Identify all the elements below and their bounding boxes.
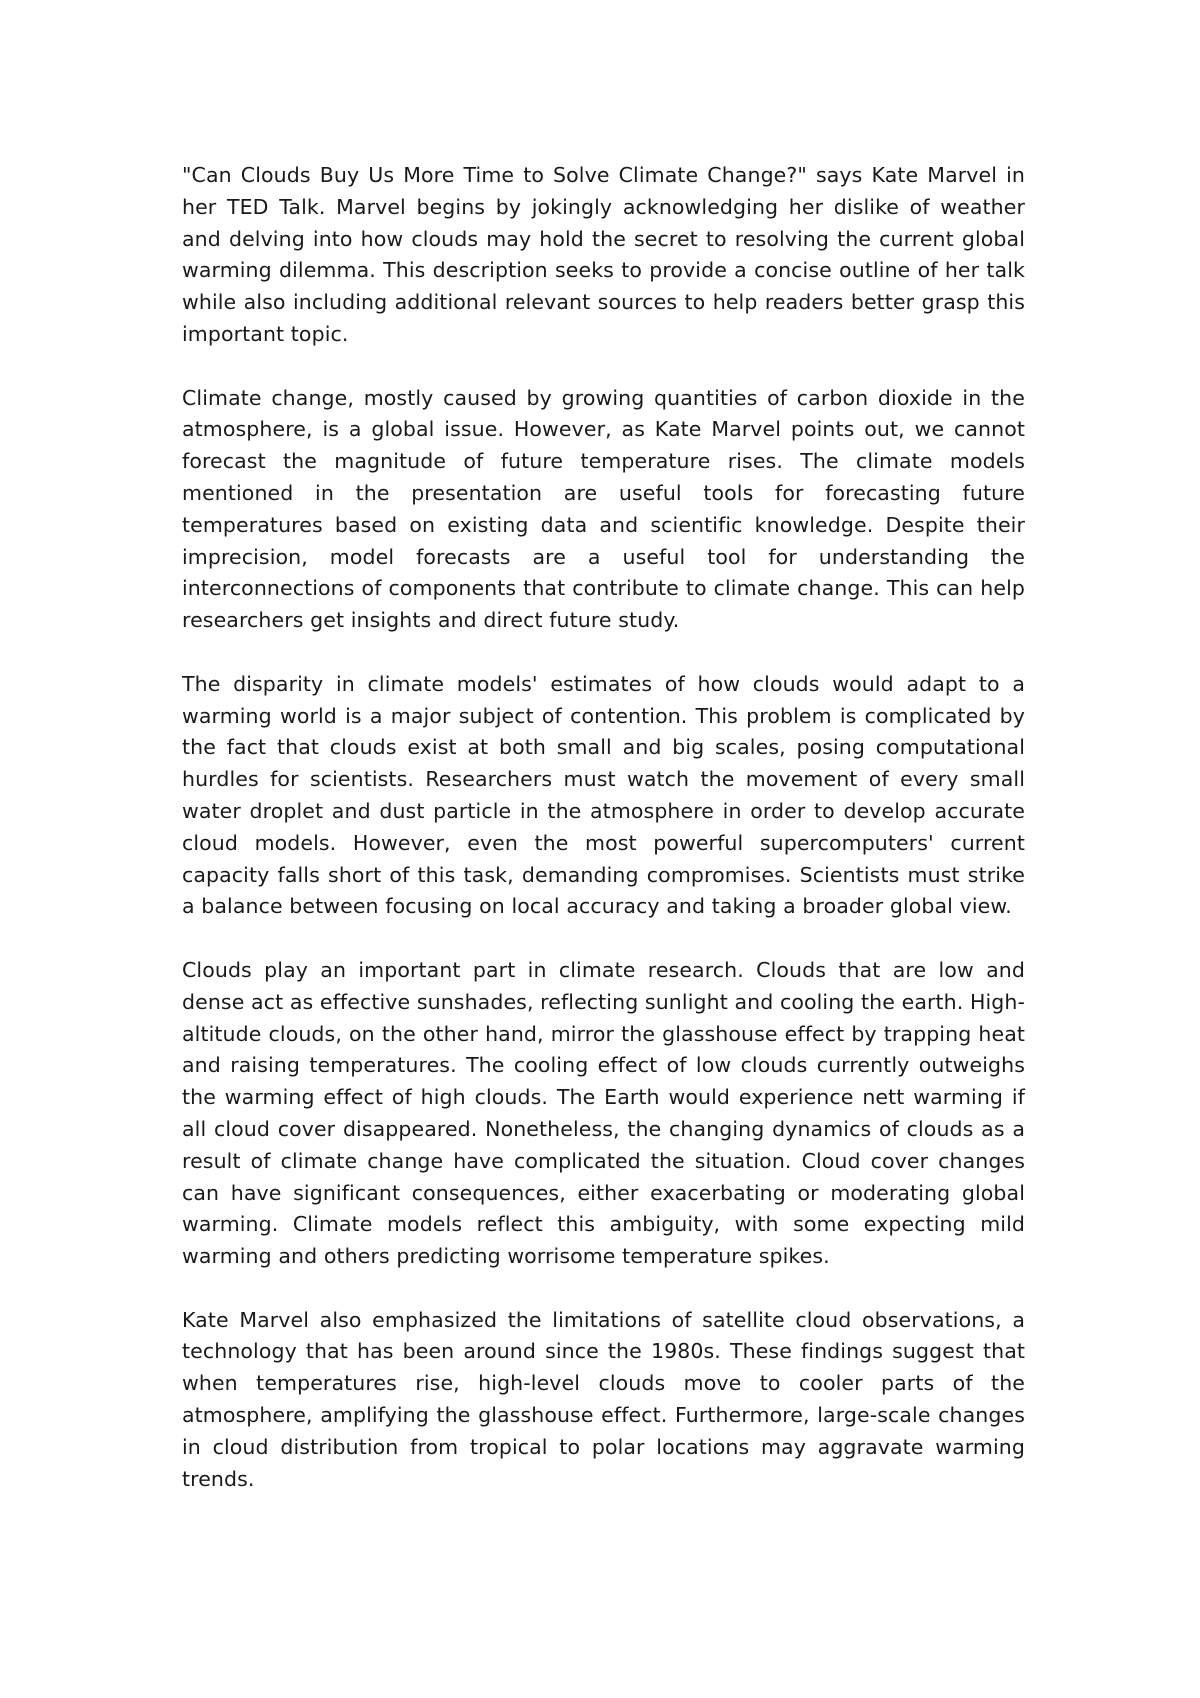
paragraph-satellite-observations: Kate Marvel also emphasized the limitations of satellite cloud observations, a technology that has been around since the 1980s. These findings suggest that when temperatures rise, high-level clouds move to cooler parts of the atmosphere, amplifying the glasshouse effect. Furthermore, large-scale changes in cloud distribution from tropical to polar locations may aggravate warming trends. xyxy=(182,1307,1025,1491)
paragraph-intro: "Can Clouds Buy Us More Time to Solve Climate Change?" says Kate Marvel in her TED Talk. Marvel begins by jokingly acknowledging her dislike of weather and delving into how clouds may hold the secret to resolving the current global warming dilemma. This description seeks to provide a concise outline of her talk while also including additional relevant sources to help readers better grasp this important topic. xyxy=(182,163,1025,346)
paragraph-cloud-role: Clouds play an important part in climate research. Clouds that are low and dense act as effective sunshades, reflecting sunlight and cooling the earth. High-altitude clouds, on the other hand, mirror the glasshouse effect by trapping heat and raising temperatures. The cooling effect of low clouds currently outweighs the warming effect of high clouds. The Earth would experience nett warming if all cloud cover disappeared. Nonetheless, the changing dynamics of clouds as a result of climate change have complicated the situation. Cloud cover changes can have significant consequences, either exacerbating or moderating global warming. Climate models reflect this ambiguity, with some expecting mild warming and others predicting worrisome temperature spikes. xyxy=(182,957,1025,1269)
document-body xyxy=(182,160,1025,1495)
paragraph-model-disparity: The disparity in climate models' estimates of how clouds would adapt to a warming world is a major subject of contention. This problem is complicated by the fact that clouds exist at both small and big scales, posing computational hurdles for scientists. Researchers must watch the movement of every small water droplet and dust particle in the atmosphere in order to develop accurate cloud models. However, even the most powerful supercomputers' current capacity falls short of this task, demanding compromises. Scientists must strike a balance between focusing on local accuracy and taking a broader global view. xyxy=(182,671,1025,919)
paragraph-climate-change: Climate change, mostly caused by growing quantities of carbon dioxide in the atmosphere, is a global issue. However, as Kate Marvel points out, we cannot forecast the magnitude of future temperature rises. The climate models mentioned in the presentation are useful tools for forecasting future temperatures based on existing data and scientific knowledge. Despite their imprecision, model forecasts are a useful tool for understanding the interconnections of components that contribute to climate change. This can help researchers get insights and direct future study. xyxy=(182,385,1025,633)
